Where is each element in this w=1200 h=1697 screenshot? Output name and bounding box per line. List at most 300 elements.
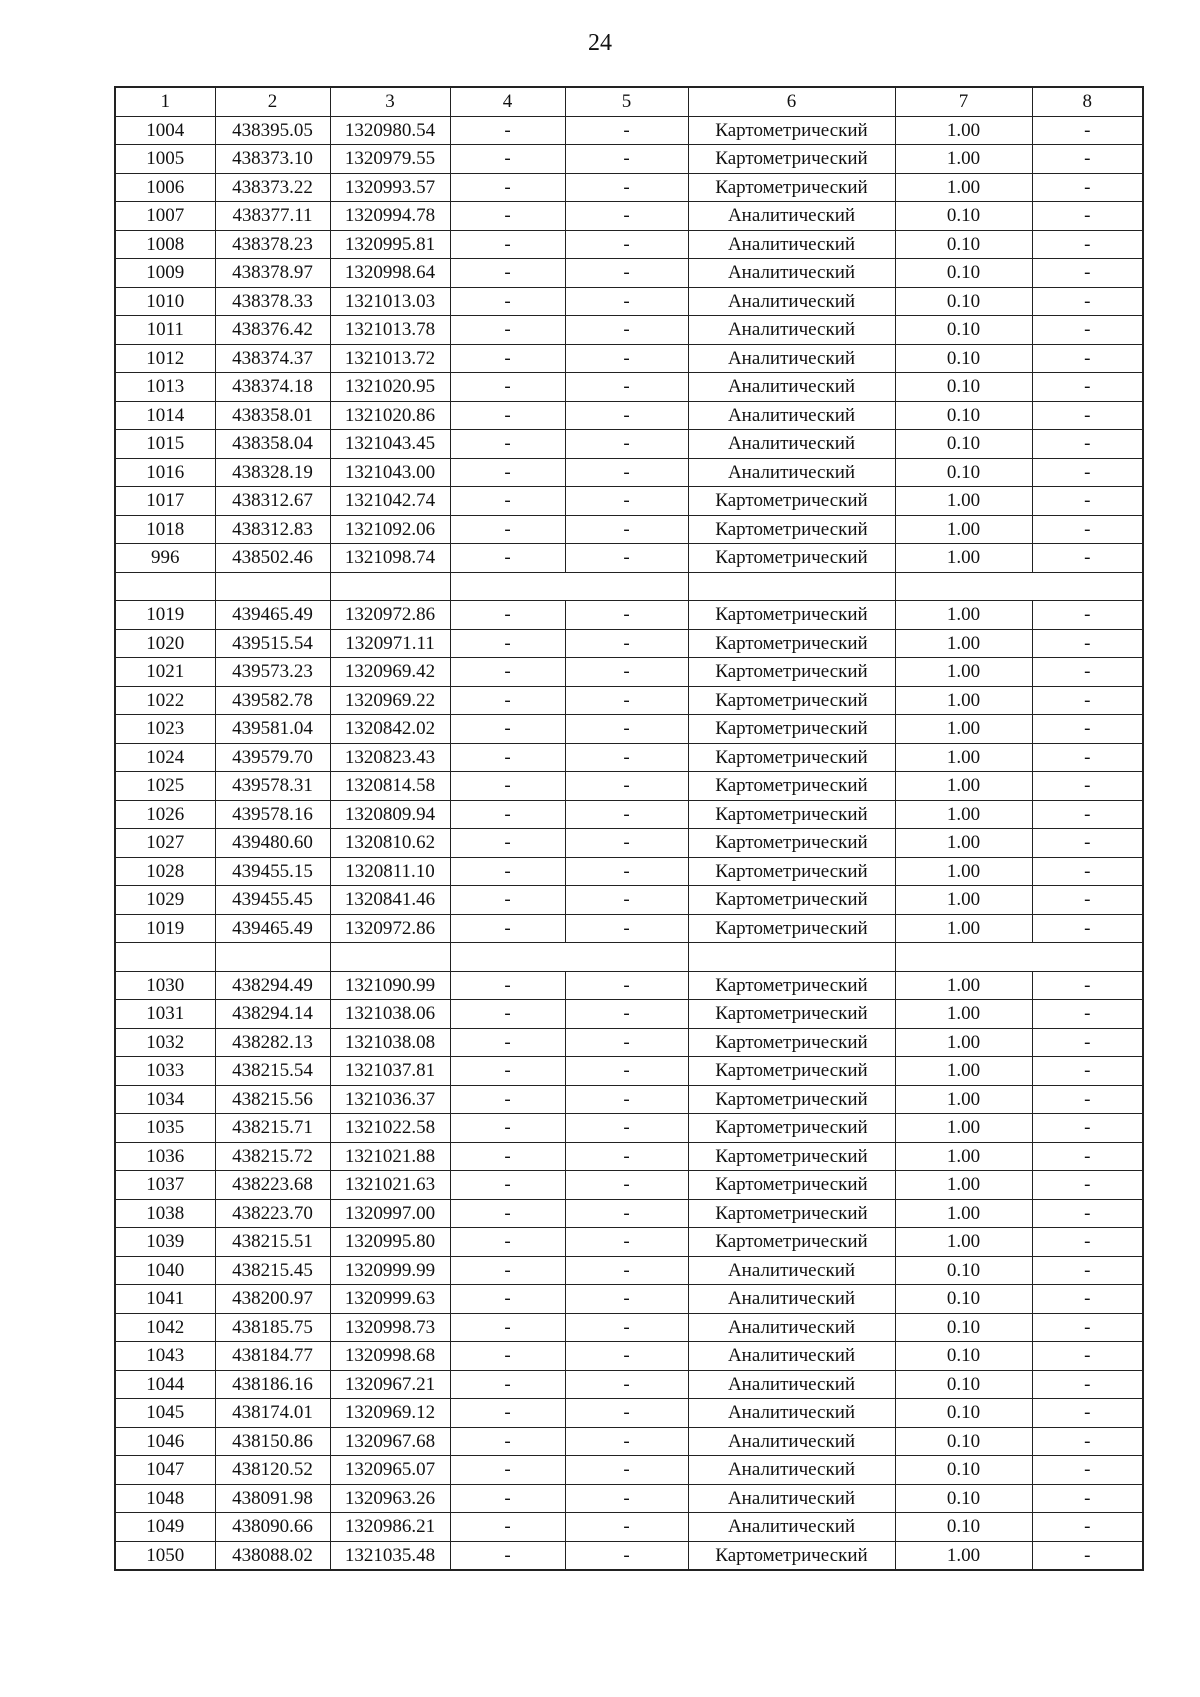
table-cell: -	[1032, 230, 1143, 259]
table-cell	[450, 572, 565, 601]
table-cell: Аналитический	[688, 373, 895, 402]
table-cell: 438223.68	[215, 1171, 330, 1200]
table-row	[115, 800, 1143, 829]
table-cell: 1.00	[895, 715, 1032, 744]
table-cell: 438502.46	[215, 544, 330, 573]
table-cell: -	[1032, 1313, 1143, 1342]
table-cell: 1045	[115, 1399, 215, 1428]
table-cell: Аналитический	[688, 287, 895, 316]
table-cell: -	[1032, 1171, 1143, 1200]
table-cell: 1.00	[895, 743, 1032, 772]
table-cell: 438215.45	[215, 1256, 330, 1285]
table-row	[115, 1342, 1143, 1371]
table-cell: Картометрический	[688, 116, 895, 145]
column-header: 6	[688, 87, 895, 116]
table-cell: -	[450, 658, 565, 687]
table-cell	[895, 572, 1032, 601]
table-cell: 1320969.42	[330, 658, 450, 687]
table-cell: 438186.16	[215, 1370, 330, 1399]
table-cell: -	[450, 259, 565, 288]
table-cell: 438120.52	[215, 1456, 330, 1485]
table-cell: 1.00	[895, 1000, 1032, 1029]
table-cell: -	[1032, 116, 1143, 145]
table-row	[115, 743, 1143, 772]
table-cell: -	[450, 686, 565, 715]
table-cell: 0.10	[895, 202, 1032, 231]
table-cell: -	[450, 743, 565, 772]
table-row	[115, 1000, 1143, 1029]
table-cell: Аналитический	[688, 1370, 895, 1399]
table-row	[115, 686, 1143, 715]
table-cell: -	[450, 601, 565, 630]
table-cell: Картометрический	[688, 487, 895, 516]
table-row	[115, 1313, 1143, 1342]
table-cell: 1038	[115, 1199, 215, 1228]
table-cell: -	[565, 1199, 688, 1228]
table-cell: -	[565, 1028, 688, 1057]
table-separator-row	[115, 943, 1143, 972]
table-cell: 438174.01	[215, 1399, 330, 1428]
table-cell: -	[1032, 316, 1143, 345]
table-cell: 1012	[115, 344, 215, 373]
table-cell: 1.00	[895, 173, 1032, 202]
table-cell: 1321021.88	[330, 1142, 450, 1171]
table-cell: Картометрический	[688, 1028, 895, 1057]
table-cell: 438328.19	[215, 458, 330, 487]
table-cell: -	[1032, 259, 1143, 288]
table-cell: Картометрический	[688, 1541, 895, 1570]
table-row	[115, 1427, 1143, 1456]
table-cell: 1321020.95	[330, 373, 450, 402]
table-cell: -	[450, 1313, 565, 1342]
table-cell: -	[565, 116, 688, 145]
table-cell: -	[1032, 1199, 1143, 1228]
table-cell: -	[1032, 914, 1143, 943]
table-cell: -	[1032, 1228, 1143, 1257]
table-cell: 1032	[115, 1028, 215, 1057]
table-cell: 439582.78	[215, 686, 330, 715]
table-cell: 0.10	[895, 259, 1032, 288]
table-cell: -	[450, 1028, 565, 1057]
table-cell: 1320967.68	[330, 1427, 450, 1456]
table-cell: 1020	[115, 629, 215, 658]
table-cell: -	[450, 1228, 565, 1257]
table-cell: 1320971.11	[330, 629, 450, 658]
table-cell: 1321098.74	[330, 544, 450, 573]
table-cell	[115, 572, 215, 601]
table-row	[115, 344, 1143, 373]
table-cell: -	[565, 601, 688, 630]
table-cell: 0.10	[895, 344, 1032, 373]
table-cell	[565, 572, 688, 601]
table-cell: 1.00	[895, 601, 1032, 630]
table-cell: -	[565, 914, 688, 943]
table-cell: -	[1032, 287, 1143, 316]
table-cell: 1.00	[895, 1114, 1032, 1143]
table-cell: Картометрический	[688, 1228, 895, 1257]
table-cell: 0.10	[895, 1513, 1032, 1542]
table-row	[115, 1114, 1143, 1143]
table-cell: 438223.70	[215, 1199, 330, 1228]
table-cell: 1320823.43	[330, 743, 450, 772]
table-cell: 438358.01	[215, 401, 330, 430]
table-cell: 1028	[115, 857, 215, 886]
table-cell: 1321036.37	[330, 1085, 450, 1114]
table-cell: -	[565, 715, 688, 744]
table-cell: -	[1032, 629, 1143, 658]
table-cell: Картометрический	[688, 800, 895, 829]
table-cell: 438373.22	[215, 173, 330, 202]
table-cell: 1024	[115, 743, 215, 772]
table-cell: -	[450, 772, 565, 801]
table-cell: 438378.23	[215, 230, 330, 259]
table-cell: -	[450, 173, 565, 202]
table-cell	[330, 572, 450, 601]
table-cell: -	[1032, 1142, 1143, 1171]
table-cell: -	[450, 629, 565, 658]
table-cell: Аналитический	[688, 1484, 895, 1513]
table-cell: 1021	[115, 658, 215, 687]
table-cell: 1039	[115, 1228, 215, 1257]
table-cell: 1321090.99	[330, 971, 450, 1000]
table-cell: 439455.45	[215, 886, 330, 915]
table-cell: 0.10	[895, 458, 1032, 487]
table-cell: -	[450, 515, 565, 544]
table-cell: Аналитический	[688, 1456, 895, 1485]
table-cell: 438185.75	[215, 1313, 330, 1342]
page-number: 24	[588, 30, 612, 56]
table-row	[115, 373, 1143, 402]
table-cell: 0.10	[895, 1256, 1032, 1285]
table-cell: Картометрический	[688, 829, 895, 858]
table-cell: 439515.54	[215, 629, 330, 658]
table-row	[115, 629, 1143, 658]
table-cell: -	[1032, 857, 1143, 886]
table-row	[115, 487, 1143, 516]
table-cell: -	[565, 1085, 688, 1114]
table-row	[115, 715, 1143, 744]
table-cell: 1320994.78	[330, 202, 450, 231]
table-row	[115, 173, 1143, 202]
table-cell: -	[450, 1456, 565, 1485]
table-row	[115, 1256, 1143, 1285]
table-cell: 1017	[115, 487, 215, 516]
table-cell: 438090.66	[215, 1513, 330, 1542]
table-row	[115, 857, 1143, 886]
table-cell: 1321037.81	[330, 1057, 450, 1086]
table-cell: -	[450, 1513, 565, 1542]
table-cell: 439581.04	[215, 715, 330, 744]
table-cell	[215, 572, 330, 601]
table-cell: 1.00	[895, 772, 1032, 801]
table-cell: -	[1032, 1399, 1143, 1428]
table-cell: 1321013.78	[330, 316, 450, 345]
table-cell: Картометрический	[688, 1057, 895, 1086]
table-cell: 438358.04	[215, 430, 330, 459]
table-cell: 438088.02	[215, 1541, 330, 1570]
table-cell: Аналитический	[688, 1313, 895, 1342]
table-cell: 1034	[115, 1085, 215, 1114]
table-cell: -	[565, 373, 688, 402]
table-row	[115, 401, 1143, 430]
table-cell: 439465.49	[215, 914, 330, 943]
table-cell: 438378.33	[215, 287, 330, 316]
table-row	[115, 316, 1143, 345]
table-row	[115, 772, 1143, 801]
table-cell: 0.10	[895, 1399, 1032, 1428]
table-cell: -	[1032, 715, 1143, 744]
table-cell: 1009	[115, 259, 215, 288]
table-row	[115, 1085, 1143, 1114]
table-cell: -	[450, 1114, 565, 1143]
table-cell: 0.10	[895, 430, 1032, 459]
table-cell: -	[565, 1399, 688, 1428]
table-cell: -	[565, 1228, 688, 1257]
table-cell: Картометрический	[688, 886, 895, 915]
table-cell	[1032, 943, 1143, 972]
table-cell: 438378.97	[215, 259, 330, 288]
table-cell: 438200.97	[215, 1285, 330, 1314]
table-row	[115, 202, 1143, 231]
table-cell: -	[1032, 202, 1143, 231]
table-cell: -	[450, 544, 565, 573]
table-cell: -	[450, 1057, 565, 1086]
table-cell: -	[565, 430, 688, 459]
table-cell: -	[565, 658, 688, 687]
table-cell: 1043	[115, 1342, 215, 1371]
table-cell: -	[1032, 1484, 1143, 1513]
table-cell: Аналитический	[688, 230, 895, 259]
table-cell: 1321043.45	[330, 430, 450, 459]
table-cell: 1320967.21	[330, 1370, 450, 1399]
table-cell: -	[565, 829, 688, 858]
table-cell: -	[1032, 487, 1143, 516]
table-row	[115, 601, 1143, 630]
table-cell: 1016	[115, 458, 215, 487]
table-cell: 1.00	[895, 914, 1032, 943]
table-cell: Аналитический	[688, 1427, 895, 1456]
table-cell: -	[1032, 1114, 1143, 1143]
table-cell: 1321020.86	[330, 401, 450, 430]
table-cell: 1321013.03	[330, 287, 450, 316]
table-cell: 1036	[115, 1142, 215, 1171]
table-row	[115, 430, 1143, 459]
table-cell: -	[450, 1541, 565, 1570]
table-cell: -	[450, 373, 565, 402]
table-cell: 1.00	[895, 686, 1032, 715]
table-row	[115, 515, 1143, 544]
table-cell: 1320995.81	[330, 230, 450, 259]
table-cell: 1320842.02	[330, 715, 450, 744]
table-cell: 1320969.22	[330, 686, 450, 715]
table-cell: Картометрический	[688, 971, 895, 1000]
table-cell: -	[1032, 1541, 1143, 1570]
table-row	[115, 1171, 1143, 1200]
table-cell: 1027	[115, 829, 215, 858]
table-cell: 438374.37	[215, 344, 330, 373]
table-row	[115, 1057, 1143, 1086]
table-cell: 438215.54	[215, 1057, 330, 1086]
table-cell: -	[450, 458, 565, 487]
table-cell: 0.10	[895, 230, 1032, 259]
table-cell: 1019	[115, 601, 215, 630]
table-cell: 438376.42	[215, 316, 330, 345]
table-cell: 439465.49	[215, 601, 330, 630]
table-cell	[330, 943, 450, 972]
table-row	[115, 1142, 1143, 1171]
table-cell: 1321035.48	[330, 1541, 450, 1570]
table-cell: 1.00	[895, 544, 1032, 573]
table-cell: -	[1032, 344, 1143, 373]
table-cell: 1.00	[895, 145, 1032, 174]
table-cell: -	[1032, 430, 1143, 459]
table-cell: 1014	[115, 401, 215, 430]
table-cell: 1026	[115, 800, 215, 829]
table-cell: 1320999.63	[330, 1285, 450, 1314]
table-cell: -	[450, 857, 565, 886]
table-cell: -	[1032, 1456, 1143, 1485]
table-cell: -	[565, 686, 688, 715]
table-cell: 1047	[115, 1456, 215, 1485]
table-cell: -	[565, 515, 688, 544]
table-cell: 1.00	[895, 1085, 1032, 1114]
table-cell: -	[565, 1484, 688, 1513]
table-cell: -	[565, 316, 688, 345]
table-cell: 1046	[115, 1427, 215, 1456]
table-cell: -	[450, 287, 565, 316]
table-cell: -	[1032, 601, 1143, 630]
table-cell: -	[450, 202, 565, 231]
table-cell: -	[450, 1484, 565, 1513]
table-cell: 0.10	[895, 1484, 1032, 1513]
table-cell: Аналитический	[688, 458, 895, 487]
table-cell: 0.10	[895, 1342, 1032, 1371]
table-cell: Картометрический	[688, 686, 895, 715]
table-cell: -	[1032, 658, 1143, 687]
table-cell	[688, 943, 895, 972]
table-row	[115, 914, 1143, 943]
table-cell: -	[565, 344, 688, 373]
table-cell: -	[450, 230, 565, 259]
table-cell: Аналитический	[688, 401, 895, 430]
table-cell: 1.00	[895, 1171, 1032, 1200]
table-cell: -	[1032, 401, 1143, 430]
table-cell	[115, 943, 215, 972]
table-cell: -	[565, 287, 688, 316]
table-cell: 438150.86	[215, 1427, 330, 1456]
table-cell: -	[565, 544, 688, 573]
table-cell: 1042	[115, 1313, 215, 1342]
table-cell: 1320972.86	[330, 914, 450, 943]
table-cell: -	[450, 1199, 565, 1228]
table-cell: 1040	[115, 1256, 215, 1285]
table-cell: 0.10	[895, 1285, 1032, 1314]
table-cell: Аналитический	[688, 316, 895, 345]
table-cell: 438215.56	[215, 1085, 330, 1114]
table-row	[115, 116, 1143, 145]
table-cell: 0.10	[895, 1456, 1032, 1485]
table-cell: -	[1032, 772, 1143, 801]
table-cell: -	[450, 430, 565, 459]
table-cell: Картометрический	[688, 715, 895, 744]
table-body	[115, 87, 1143, 1570]
table-cell: -	[565, 145, 688, 174]
table-cell: 1037	[115, 1171, 215, 1200]
table-cell: -	[450, 1370, 565, 1399]
table-cell: 1.00	[895, 658, 1032, 687]
table-cell: -	[450, 1000, 565, 1029]
table-cell: 1320980.54	[330, 116, 450, 145]
table-cell: Картометрический	[688, 145, 895, 174]
table-cell: -	[565, 173, 688, 202]
table-cell: Аналитический	[688, 1513, 895, 1542]
table-cell: -	[450, 914, 565, 943]
table-cell: 1320809.94	[330, 800, 450, 829]
table-cell: 1031	[115, 1000, 215, 1029]
table-cell: 1008	[115, 230, 215, 259]
table-cell: Картометрический	[688, 1142, 895, 1171]
table-cell: 1320986.21	[330, 1513, 450, 1542]
table-cell: 1044	[115, 1370, 215, 1399]
column-header: 4	[450, 87, 565, 116]
table-row	[115, 1370, 1143, 1399]
table-cell: Картометрический	[688, 743, 895, 772]
table-cell: 1007	[115, 202, 215, 231]
table-cell: 0.10	[895, 316, 1032, 345]
table-cell: 1321022.58	[330, 1114, 450, 1143]
table-cell: 1.00	[895, 1199, 1032, 1228]
table-cell: 1048	[115, 1484, 215, 1513]
table-cell: 438215.72	[215, 1142, 330, 1171]
table-cell: Картометрический	[688, 1000, 895, 1029]
table-cell: 1320972.86	[330, 601, 450, 630]
column-header: 2	[215, 87, 330, 116]
table-cell: -	[450, 1427, 565, 1456]
table-cell: Картометрический	[688, 1199, 895, 1228]
table-row	[115, 658, 1143, 687]
table-cell: -	[450, 1256, 565, 1285]
table-cell: -	[1032, 458, 1143, 487]
table-cell: 1050	[115, 1541, 215, 1570]
table-cell: 1320998.68	[330, 1342, 450, 1371]
table-cell	[565, 943, 688, 972]
table-row	[115, 1399, 1143, 1428]
table-cell: 1011	[115, 316, 215, 345]
table-cell: 1.00	[895, 629, 1032, 658]
table-cell: -	[1032, 173, 1143, 202]
table-cell: -	[565, 401, 688, 430]
table-row	[115, 1456, 1143, 1485]
table-cell: -	[565, 1513, 688, 1542]
table-cell: Аналитический	[688, 1399, 895, 1428]
table-row	[115, 1541, 1143, 1570]
table-cell: 439480.60	[215, 829, 330, 858]
table-cell: -	[1032, 515, 1143, 544]
table-cell: Картометрический	[688, 857, 895, 886]
table-cell: 1025	[115, 772, 215, 801]
table-cell: -	[1032, 1256, 1143, 1285]
table-cell: 438312.83	[215, 515, 330, 544]
table-cell: 1049	[115, 1513, 215, 1542]
table-cell: -	[565, 971, 688, 1000]
table-cell: Аналитический	[688, 1285, 895, 1314]
table-cell: -	[450, 487, 565, 516]
table-cell: -	[565, 1256, 688, 1285]
table-cell: -	[565, 1427, 688, 1456]
table-cell: Картометрический	[688, 601, 895, 630]
table-row	[115, 259, 1143, 288]
table-cell: Картометрический	[688, 1085, 895, 1114]
